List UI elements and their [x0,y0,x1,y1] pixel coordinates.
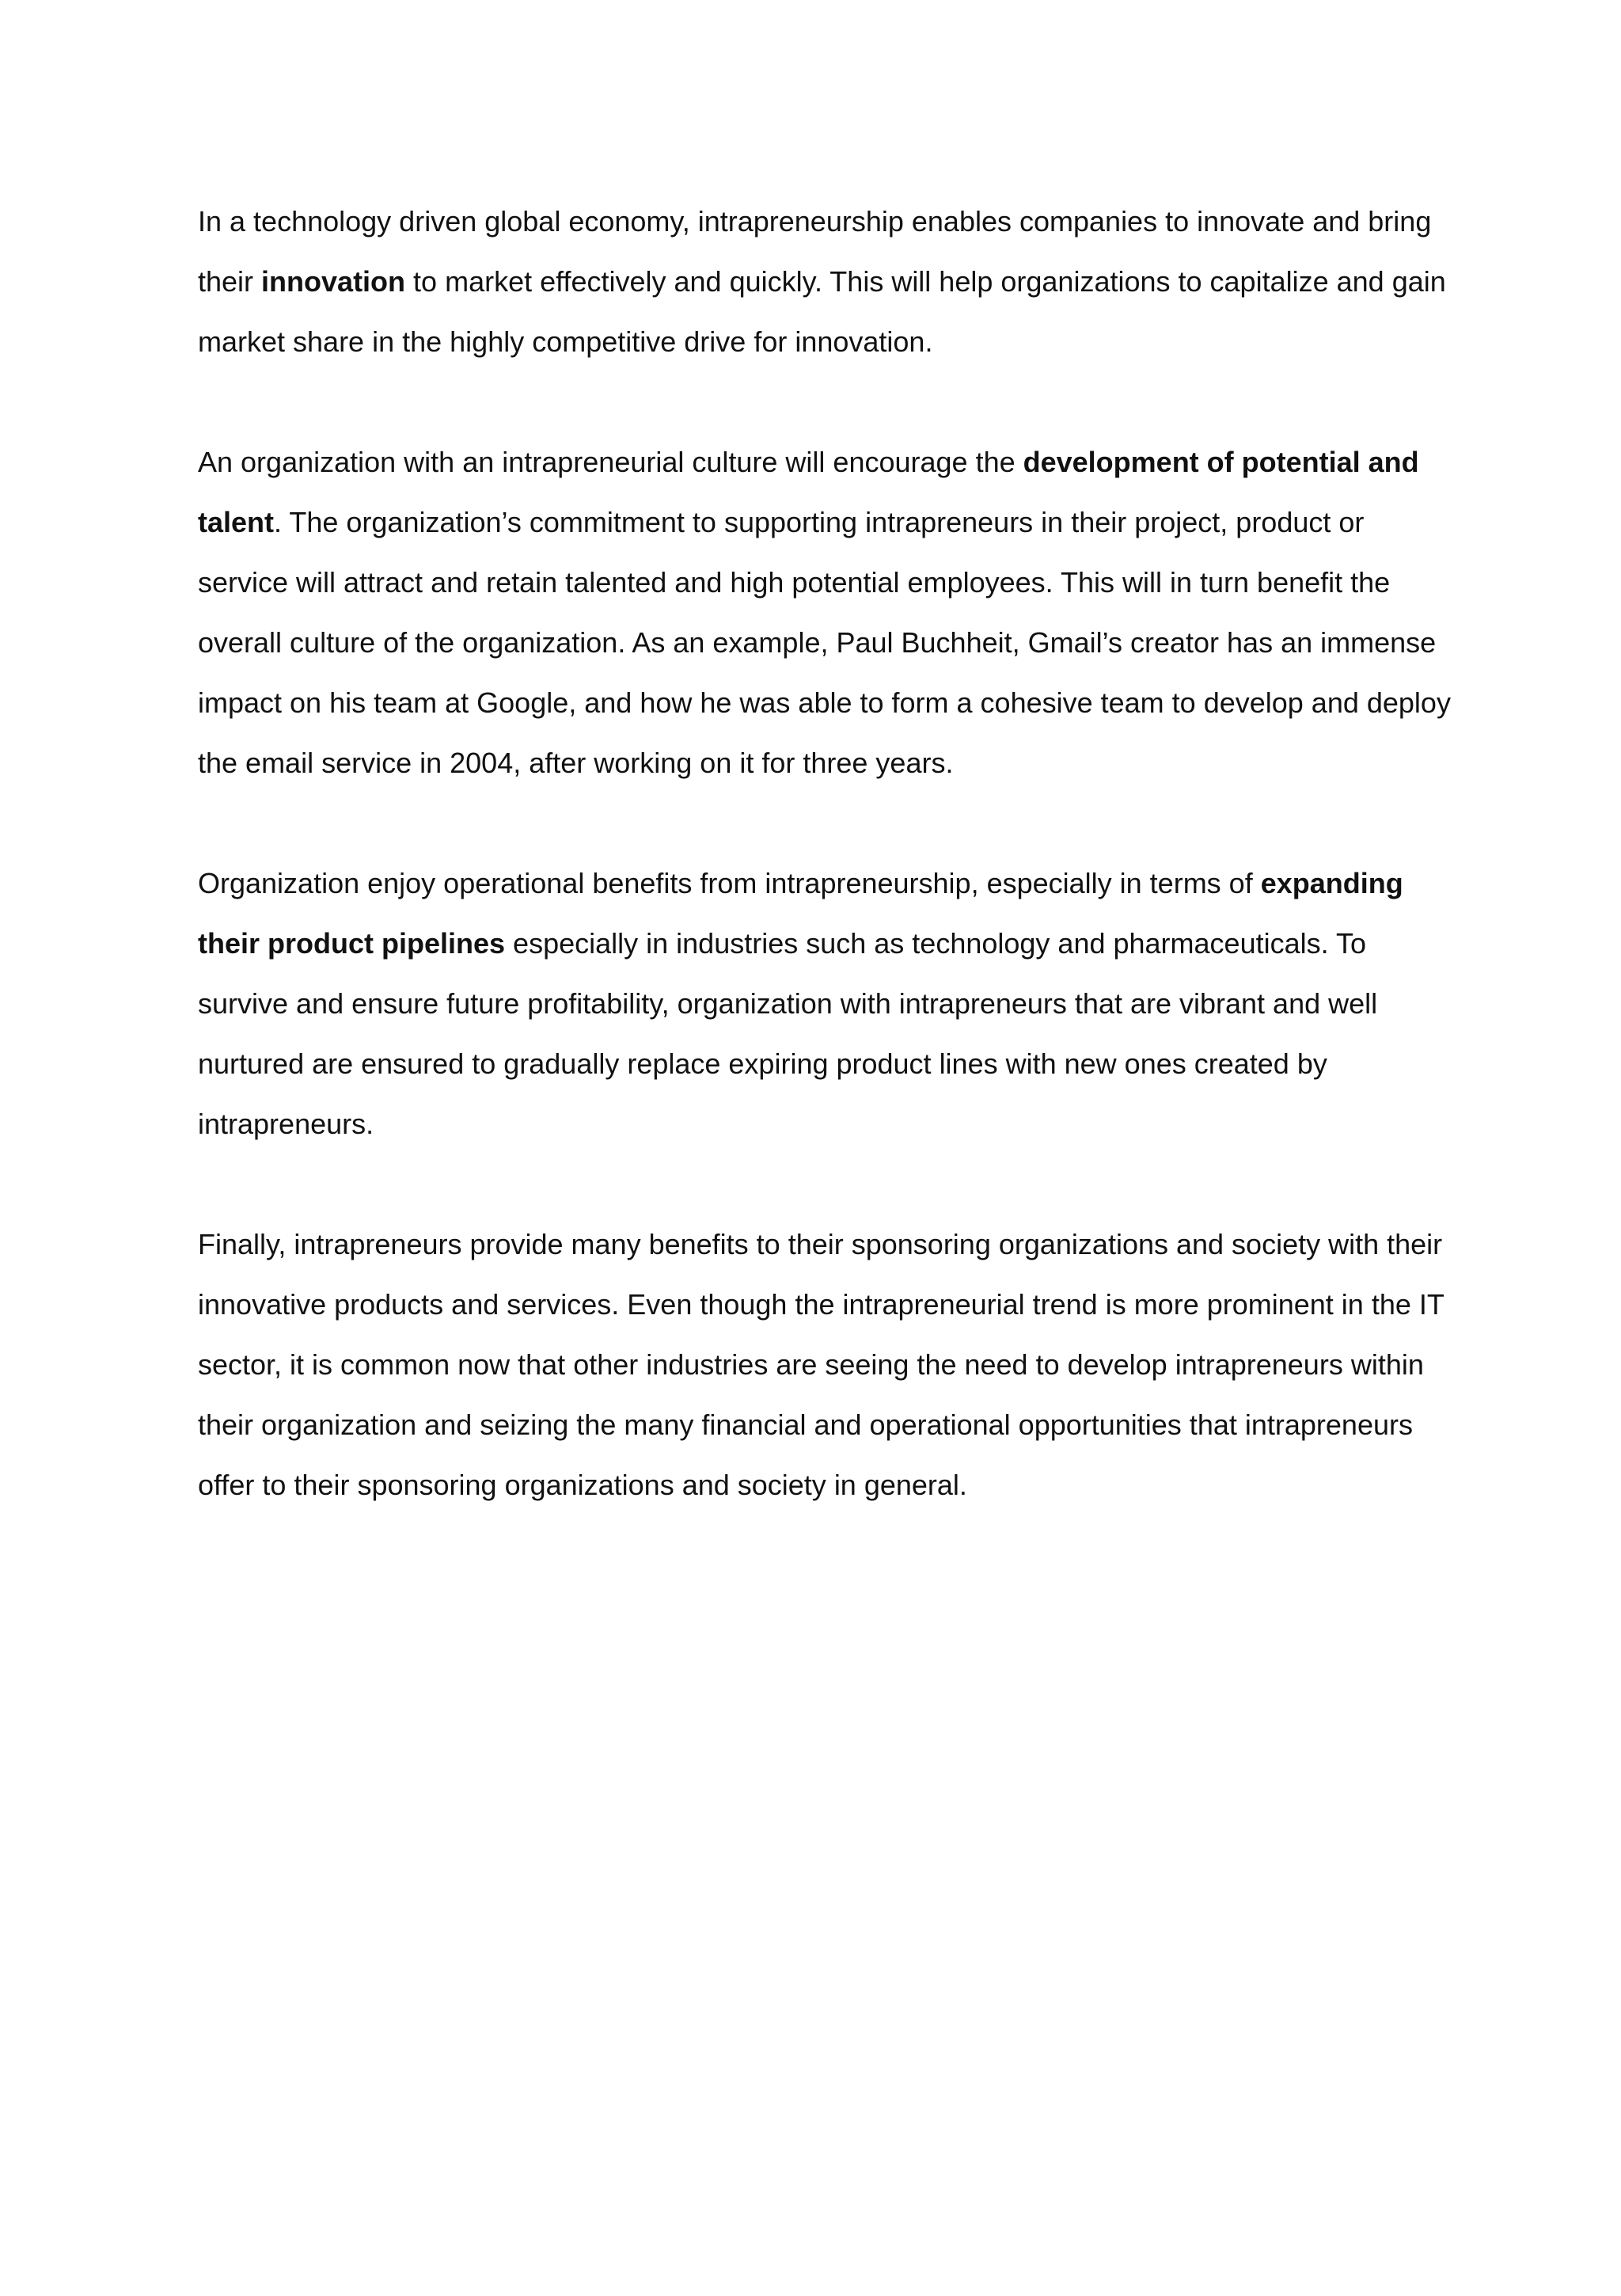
paragraph-1-bold-innovation: innovation [261,265,406,298]
paragraph-operational-benefits [198,853,1456,1154]
paragraph-4-text: Finally, intrapreneurs provide many benefits to their sponsoring organizations and society with their innovative products and services. Even though the intrapreneurial trend is more prominent in the IT sector, it is common now that other industries are seeing the need to develop intrapreneurs within their organization and seizing the many financial and operational opportunities that intrapreneurs offer to their sponsoring organizations and society in general. [198,1228,1444,1501]
paragraph-3-text-after: especially in industries such as technology and pharmaceuticals. To survive and ensure future profitability, organization with intrapreneurs that are vibrant and well nurtured are ensured to gradually replace expiring product lines with new ones created by intrapreneurs. [198,927,1378,1140]
paragraph-intrapreneurship-innovation [198,192,1456,372]
document-body [198,192,1456,1576]
paragraph-1-text-before: In a technology driven global economy, intrapreneurship enables companies to innovate and bring their [198,205,1432,298]
paragraph-conclusion [198,1215,1456,1515]
paragraph-3-text-before: Organization enjoy operational benefits from intrapreneurship, especially in terms of [198,867,1261,899]
paragraph-2-bold-development: development of potential and talent [198,446,1419,538]
paragraph-2-text-before: An organization with an intrapreneurial culture will encourage the [198,446,1023,478]
paragraph-2-text-after: . The organization’s commitment to supporting intrapreneurs in their project, product or service will attract and retain talented and high potential employees. This will in turn benefit the overall culture of the organization. As an example, Paul Buchheit, Gmail’s creator has an immense impact on his team at Google, and how he was able to form a cohesive team to develop and deploy the email service in 2004, after working on it for three years. [198,506,1451,779]
paragraph-culture-talent [198,432,1456,793]
paragraph-3-bold-product-pipelines: expanding their product pipelines [198,867,1403,960]
paragraph-1-text-after: to market effectively and quickly. This will help organizations to capitalize and gain market share in the highly competitive drive for innovation. [198,265,1446,358]
